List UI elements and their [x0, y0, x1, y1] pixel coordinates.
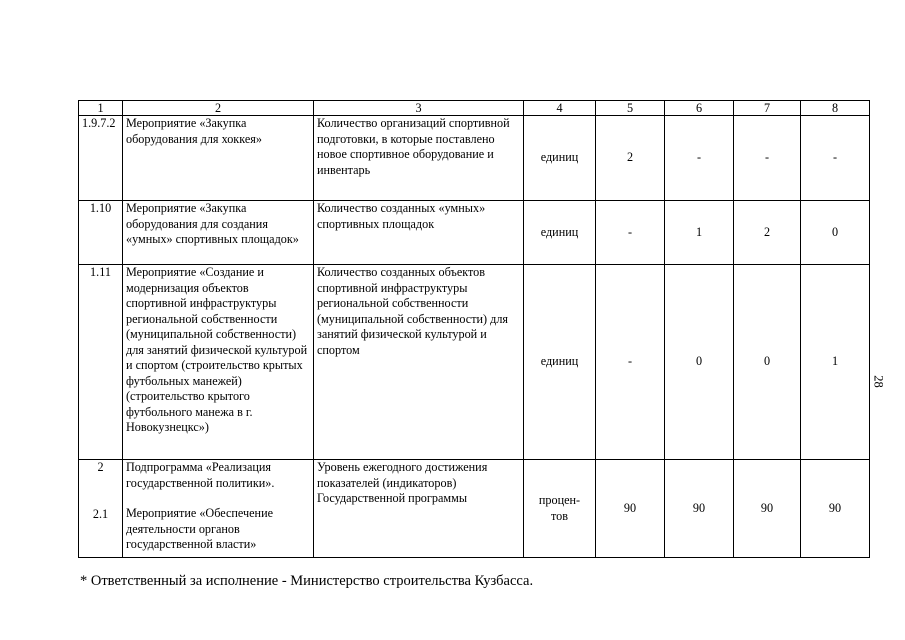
value-cell: - — [596, 265, 665, 460]
value-cell: 1 — [801, 265, 870, 460]
event-name: Мероприятие «Закупка оборудования для создания «умных» спортивных площадок» — [123, 201, 314, 265]
event-name: Мероприятие «Обеспечение деятельности органов государственной власти» — [126, 506, 273, 551]
header-cell: 6 — [665, 101, 734, 116]
value-cell: - — [665, 116, 734, 201]
indicator-name: Количество организаций спортивной подготовки, в которые поставлено новое спортивное оборудование и инвентарь — [314, 116, 524, 201]
value-cell: - — [801, 116, 870, 201]
value-cell: 90 — [734, 460, 801, 558]
header-cell: 1 — [79, 101, 123, 116]
unit-cell: единиц — [524, 201, 596, 265]
header-cell: 5 — [596, 101, 665, 116]
table-row — [79, 201, 870, 265]
table-header-row — [79, 101, 870, 116]
indicator-name: Количество созданных «умных» спортивных площадок — [314, 201, 524, 265]
indicator-name: Количество созданных объектов спортивной инфраструктуры региональной собственности (муниципальной собственности) для занятий физической культурой и спортом — [314, 265, 524, 460]
value-cell: 2 — [596, 116, 665, 201]
footnote: * Ответственный за исполнение - Министерство строительства Кузбасса. — [80, 573, 534, 589]
value-cell: 90 — [596, 460, 665, 558]
value-cell: 90 — [801, 460, 870, 558]
value-cell: 1 — [665, 201, 734, 265]
value-cell: - — [734, 116, 801, 201]
header-cell: 3 — [314, 101, 524, 116]
row-number: 2 — [97, 460, 104, 474]
value-cell: 90 — [665, 460, 734, 558]
unit-cell: единиц — [524, 116, 596, 201]
event-name: Мероприятие «Создание и модернизация объектов спортивной инфраструктуры региональной собственности (муниципальной собственности) для занятий физической культурой и спортом (строительство крытых футбольных манежей) (строительство крытого футбольного манежа в г. Новокузнецкс») — [123, 265, 314, 460]
subprogram-name: Подпрограмма «Реализация государственной политики». — [126, 460, 275, 490]
table-row — [79, 116, 870, 201]
value-cell: - — [596, 201, 665, 265]
value-cell: 2 — [734, 201, 801, 265]
row-number: 1.10 — [79, 201, 123, 265]
indicators-table — [78, 100, 870, 558]
row-number: 1.11 — [79, 265, 123, 460]
row-number-cell — [79, 460, 123, 558]
unit-cell: единиц — [524, 265, 596, 460]
header-cell: 4 — [524, 101, 596, 116]
value-cell: 0 — [801, 201, 870, 265]
event-name: Мероприятие «Закупка оборудования для хоккея» — [123, 116, 314, 201]
table-row — [79, 460, 870, 558]
event-cell — [123, 460, 314, 558]
unit-cell: процен-тов — [524, 460, 596, 558]
table-row — [79, 265, 870, 460]
row-number: 2.1 — [92, 506, 109, 521]
value-cell: 0 — [734, 265, 801, 460]
header-cell: 8 — [801, 101, 870, 116]
value-cell: 0 — [665, 265, 734, 460]
page-number: 28 — [871, 375, 886, 388]
row-number: 1.9.7.2 — [79, 116, 123, 201]
header-cell: 7 — [734, 101, 801, 116]
header-cell: 2 — [123, 101, 314, 116]
indicator-name: Уровень ежегодного достижения показателей (индикаторов) Государственной программы — [314, 460, 524, 558]
